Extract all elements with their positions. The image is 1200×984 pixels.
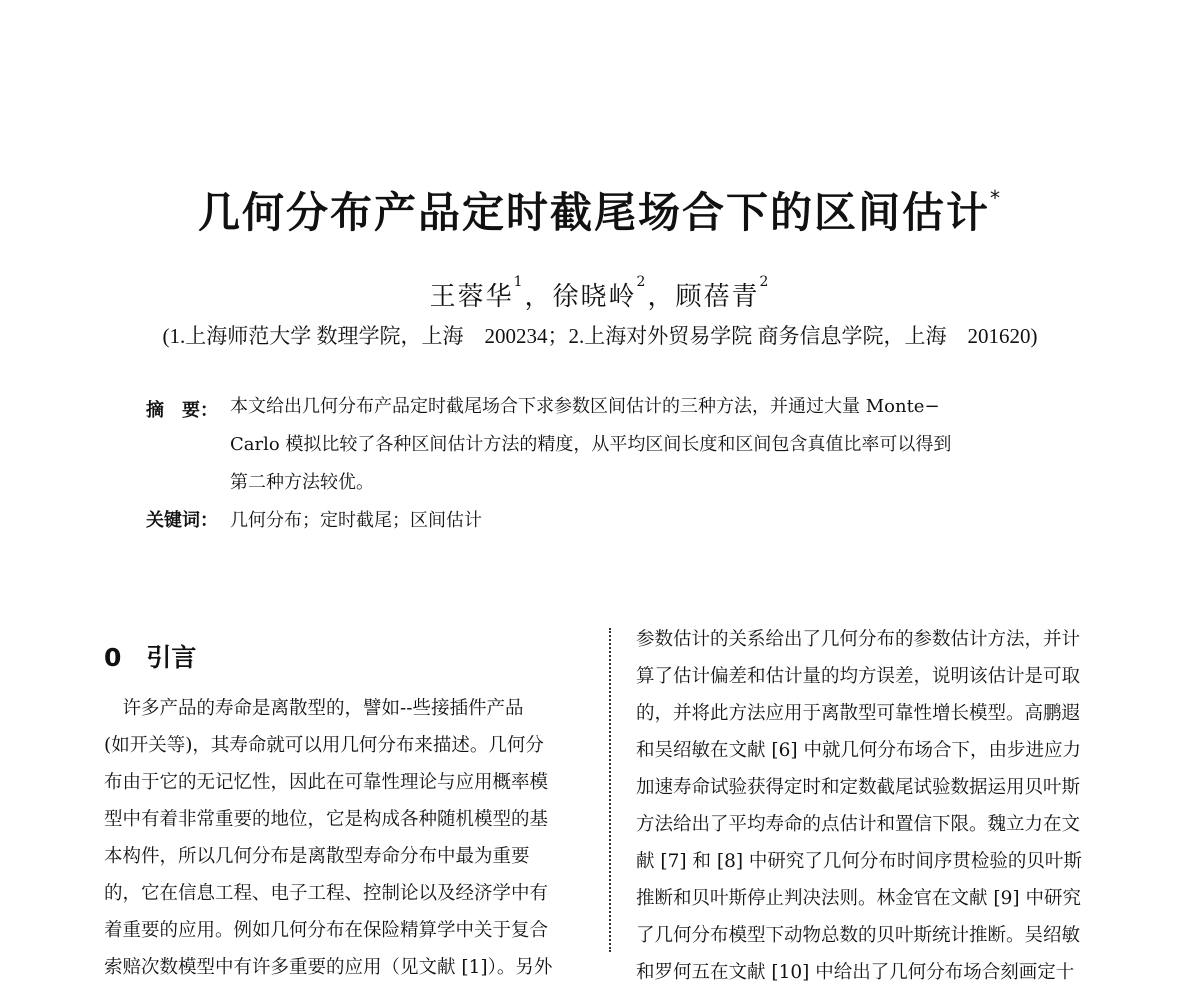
body-line: 加速寿命试验获得定时和定数截尾试验数据运用贝叶斯: [636, 777, 1081, 798]
section-heading: 0 引言: [104, 643, 197, 672]
abstract-label: 摘 要：: [146, 400, 218, 421]
body-line: 算了估计偏差和估计量的均方误差，说明该估计是可取: [636, 666, 1081, 687]
author-name: 徐晓岭: [552, 282, 637, 312]
column-divider: [609, 628, 611, 952]
body-line: (如开关等)，其寿命就可以用几何分布来描述。几何分: [104, 735, 544, 756]
body-line: 布由于它的无记忆性，因此在可靠性理论与应用概率模: [104, 772, 549, 793]
body-line: 和吴绍敏在文献 [6] 中就几何分布场合下，由步进应力: [636, 740, 1081, 761]
body-line: 推断和贝叶斯停止判决法则。林金官在文献 [9] 中研究: [636, 888, 1081, 909]
author-name: 王蓉华: [429, 282, 514, 312]
body-line: 型中有着非常重要的地位，它是构成各种随机模型的基: [104, 809, 549, 830]
body-line: 献 [7] 和 [8] 中研究了几何分布时间序贯检验的贝叶斯: [636, 851, 1082, 872]
body-line: 参数估计的关系给出了几何分布的参数估计方法，并计: [636, 629, 1081, 650]
paper-title: [0, 180, 1200, 240]
author-affil-mark: 2: [759, 274, 771, 290]
body-line: 了几何分布模型下动物总数的贝叶斯统计推断。吴绍敏: [636, 925, 1081, 946]
body-line: 的，并将此方法应用于离散型可靠性增长模型。高鹏遐: [636, 703, 1081, 724]
author-affil-mark: 2: [636, 274, 648, 290]
abstract-line: Carlo 模拟比较了各种区间估计方法的精度，从平均区间长度和区间包含真值比率可以得到: [230, 434, 952, 455]
keywords-label: 关键词：: [146, 510, 218, 531]
title-footnote-mark: *: [990, 186, 1002, 210]
author-affil-mark: 1: [513, 274, 525, 290]
author-list: [0, 276, 1200, 313]
keywords: 几何分布；定时截尾；区间估计: [230, 510, 482, 531]
body-line: 本构件，所以几何分布是离散型寿命分布中最为重要: [104, 846, 530, 867]
abstract-line: 第二种方法较优。: [230, 472, 374, 493]
author-separator: ，: [647, 282, 676, 312]
abstract-line: 本文给出几何分布产品定时截尾场合下求参数区间估计的三种方法，并通过大量 Monte−: [230, 396, 940, 417]
body-line: 和罗何五在文献 [10] 中给出了几何分布场合刻画定十: [636, 962, 1075, 983]
affiliations: (1.上海师范大学 数理学院，上海 200234；2.上海对外贸易学院 商务信息学院，上海 201620): [162, 324, 1038, 348]
author-name: 顾蓓青: [675, 282, 760, 312]
author-separator: ，: [524, 282, 553, 312]
body-line: 着重要的应用。例如几何分布在保险精算学中关于复合: [104, 920, 549, 941]
paper-title-text: 几何分布产品定时截尾场合下的区间估计: [197, 188, 990, 237]
body-line: 的，它在信息工程、电子工程、控制论以及经济学中有: [104, 883, 549, 904]
body-line: 索赔次数模型中有许多重要的应用（见文献 [1]）。另外: [104, 957, 553, 978]
body-line: 许多产品的寿命是离散型的，譬如--些接插件产品: [104, 698, 524, 719]
body-line: 方法给出了平均寿命的点估计和置信下限。魏立力在文: [636, 814, 1081, 835]
